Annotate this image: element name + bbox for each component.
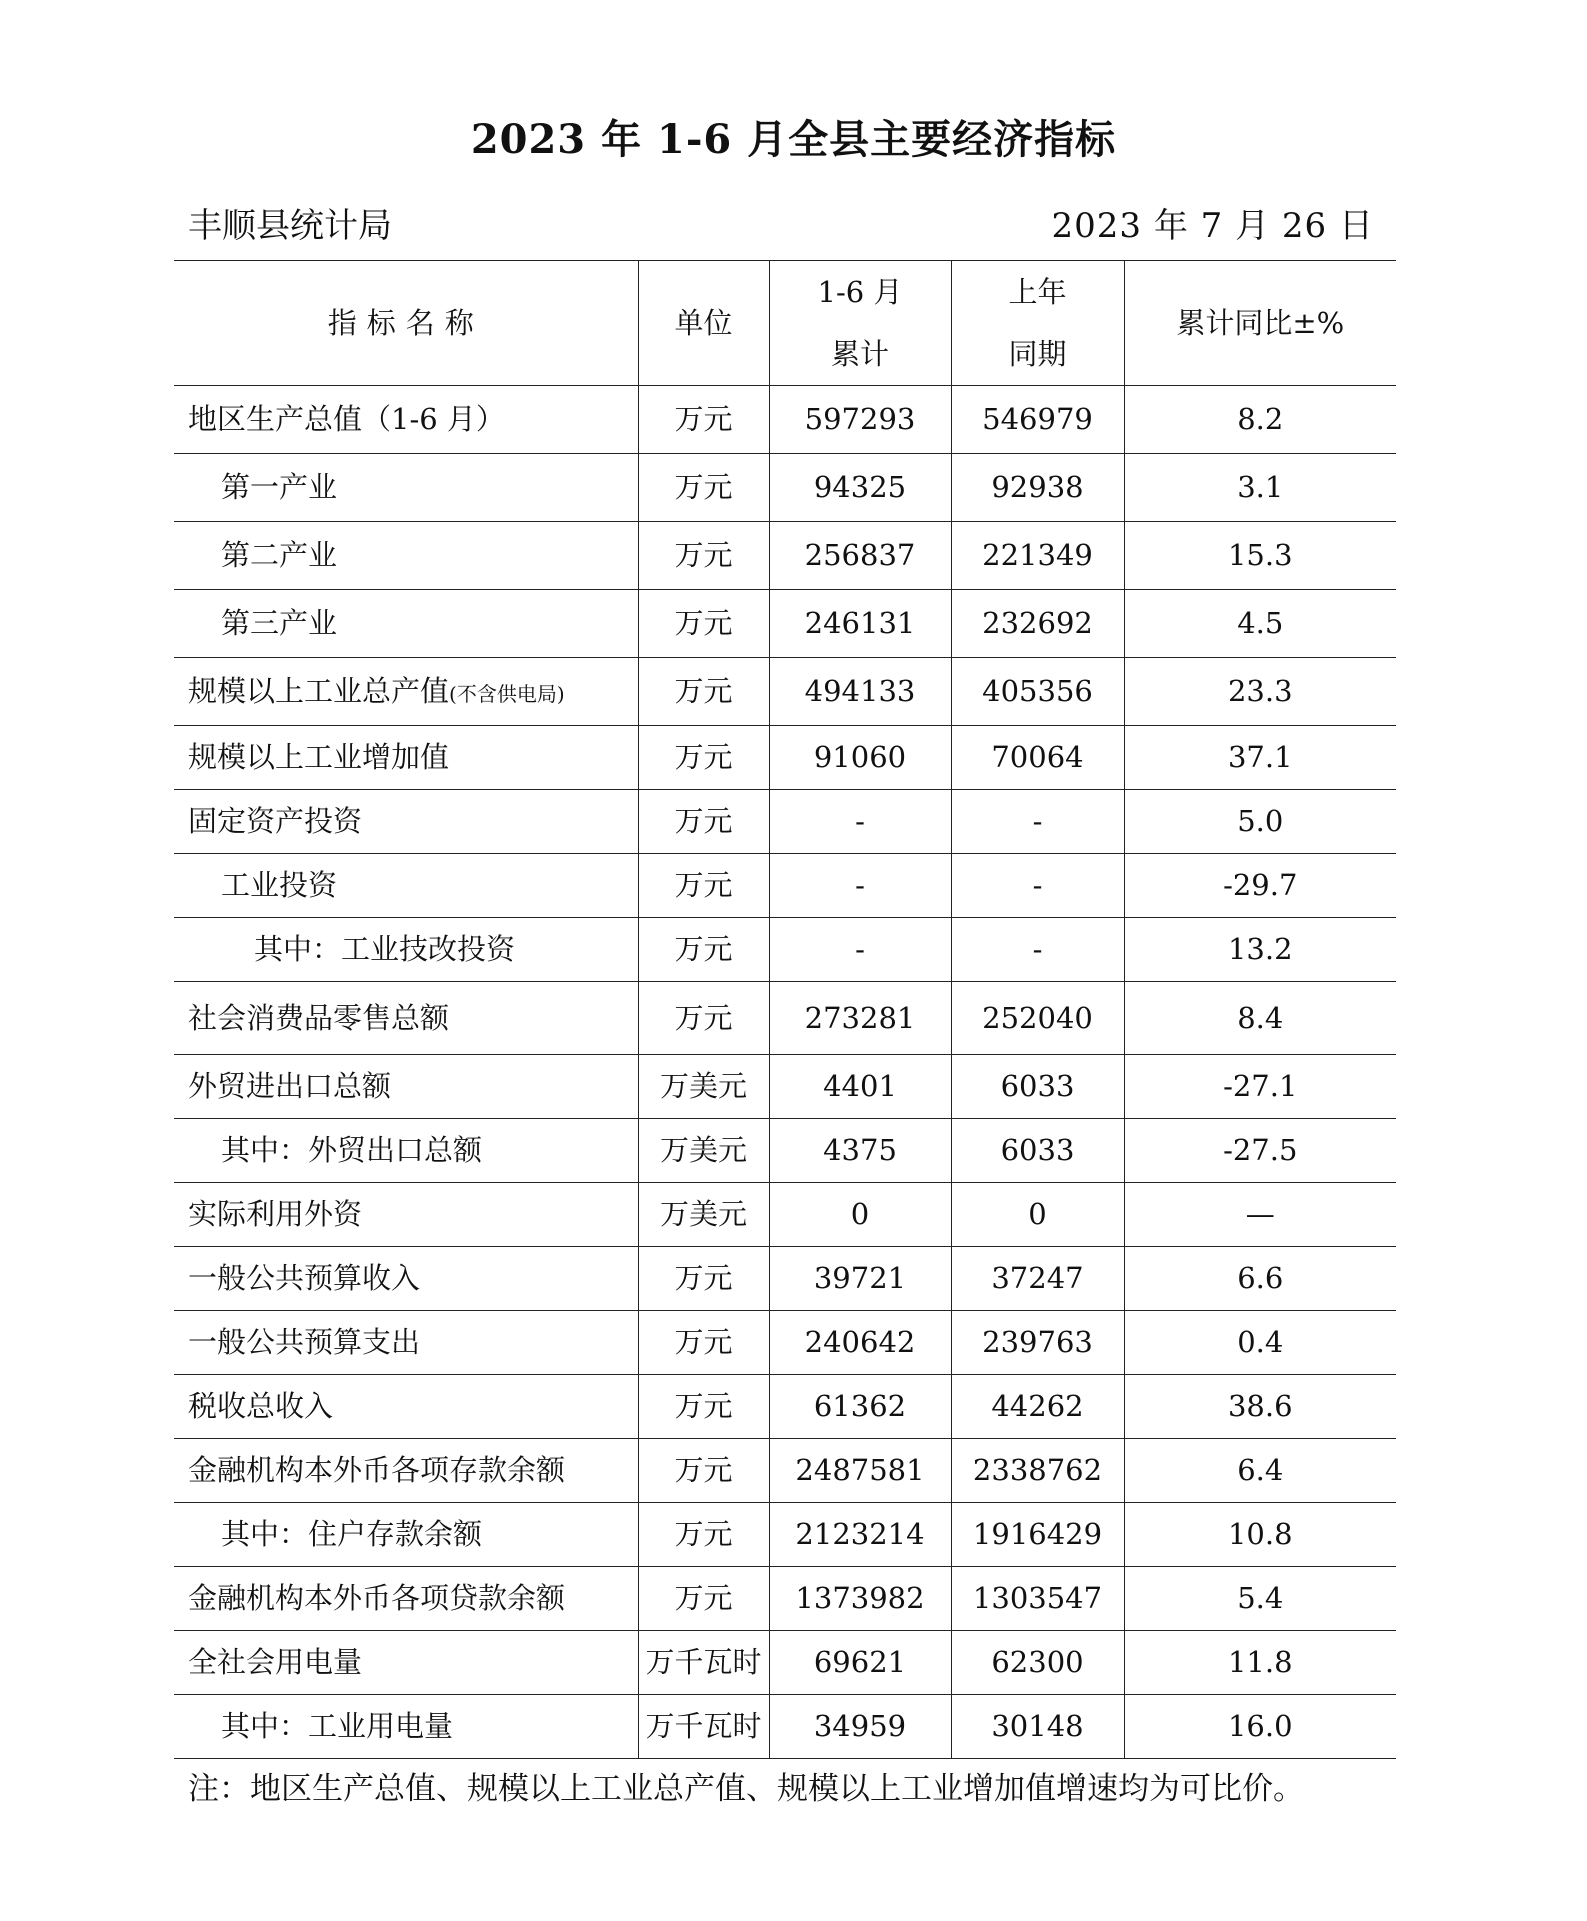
indicator-name-cell bbox=[174, 590, 638, 658]
indicator-name: 金融机构本外币各项存款余额 bbox=[188, 1453, 566, 1488]
header-prior-line2: 同期 bbox=[1008, 337, 1067, 371]
unit-cell: 万元 bbox=[638, 726, 769, 790]
indicator-name: 其中：工业技改投资 bbox=[254, 932, 516, 967]
cumulative-cell: 2123214 bbox=[769, 1503, 951, 1567]
indicator-name-cell bbox=[174, 386, 638, 454]
prior-year-cell: 0 bbox=[951, 1183, 1124, 1247]
cumulative-cell: 61362 bbox=[769, 1375, 951, 1439]
indicator-name-cell bbox=[174, 522, 638, 590]
indicator-name: 一般公共预算收入 bbox=[188, 1261, 421, 1296]
cumulative-cell: 494133 bbox=[769, 658, 951, 726]
indicator-name: 固定资产投资 bbox=[188, 804, 363, 839]
unit-cell: 万元 bbox=[638, 1247, 769, 1311]
yoy-cell: 8.4 bbox=[1124, 982, 1396, 1055]
table-row bbox=[174, 1311, 1396, 1375]
table-header-row bbox=[174, 261, 1396, 386]
cumulative-cell: 0 bbox=[769, 1183, 951, 1247]
unit-cell: 万元 bbox=[638, 658, 769, 726]
cumulative-cell: - bbox=[769, 790, 951, 854]
indicator-name: 一般公共预算支出 bbox=[188, 1325, 421, 1360]
indicator-name-cell bbox=[174, 1183, 638, 1247]
table-row bbox=[174, 1695, 1396, 1759]
indicator-name-cell bbox=[174, 982, 638, 1055]
prior-year-cell: 92938 bbox=[951, 454, 1124, 522]
unit-cell: 万千瓦时 bbox=[638, 1631, 769, 1695]
prior-year-cell: 44262 bbox=[951, 1375, 1124, 1439]
table-row bbox=[174, 454, 1396, 522]
indicators-table bbox=[174, 260, 1396, 1759]
table-row bbox=[174, 1631, 1396, 1695]
table-row bbox=[174, 1375, 1396, 1439]
yoy-cell: 6.6 bbox=[1124, 1247, 1396, 1311]
yoy-cell: 15.3 bbox=[1124, 522, 1396, 590]
prior-year-cell: 232692 bbox=[951, 590, 1124, 658]
table-row bbox=[174, 726, 1396, 790]
prior-year-cell: 252040 bbox=[951, 982, 1124, 1055]
indicator-name: 其中：外贸出口总额 bbox=[221, 1133, 483, 1168]
cumulative-cell: 4401 bbox=[769, 1055, 951, 1119]
indicator-name-cell bbox=[174, 1055, 638, 1119]
yoy-cell: 3.1 bbox=[1124, 454, 1396, 522]
indicator-name-cell bbox=[174, 726, 638, 790]
prior-year-cell: 62300 bbox=[951, 1631, 1124, 1695]
indicator-name: 实际利用外资 bbox=[188, 1197, 363, 1232]
cumulative-cell: 246131 bbox=[769, 590, 951, 658]
yoy-cell: -29.7 bbox=[1124, 854, 1396, 918]
cumulative-cell: 597293 bbox=[769, 386, 951, 454]
indicator-name: 社会消费品零售总额 bbox=[188, 1000, 450, 1035]
cumulative-cell: 1373982 bbox=[769, 1567, 951, 1631]
unit-cell: 万元 bbox=[638, 982, 769, 1055]
prior-year-cell: 1916429 bbox=[951, 1503, 1124, 1567]
indicator-name-cell bbox=[174, 1695, 638, 1759]
header-prior-line1: 上年 bbox=[1008, 275, 1067, 309]
cumulative-cell: 273281 bbox=[769, 982, 951, 1055]
header-cumulative-line2: 累计 bbox=[830, 337, 889, 371]
indicator-name-cell bbox=[174, 1439, 638, 1503]
prior-year-cell: 6033 bbox=[951, 1119, 1124, 1183]
table-row bbox=[174, 1567, 1396, 1631]
table-row bbox=[174, 1183, 1396, 1247]
table-row bbox=[174, 918, 1396, 982]
indicator-name: 规模以上工业增加值 bbox=[188, 740, 450, 775]
indicator-name: 其中：工业用电量 bbox=[221, 1709, 454, 1744]
unit-cell: 万元 bbox=[638, 1439, 769, 1503]
unit-cell: 万元 bbox=[638, 1375, 769, 1439]
cumulative-cell: - bbox=[769, 854, 951, 918]
yoy-cell: 4.5 bbox=[1124, 590, 1396, 658]
prior-year-cell: 221349 bbox=[951, 522, 1124, 590]
indicator-name-cell bbox=[174, 1503, 638, 1567]
yoy-cell: 10.8 bbox=[1124, 1503, 1396, 1567]
unit-cell: 万元 bbox=[638, 522, 769, 590]
table-row bbox=[174, 1119, 1396, 1183]
prior-year-cell: - bbox=[951, 918, 1124, 982]
indicator-name-cell bbox=[174, 1311, 638, 1375]
indicator-name-cell bbox=[174, 658, 638, 726]
yoy-cell: 0.4 bbox=[1124, 1311, 1396, 1375]
cumulative-cell: 94325 bbox=[769, 454, 951, 522]
yoy-cell: 5.4 bbox=[1124, 1567, 1396, 1631]
table-row bbox=[174, 1439, 1396, 1503]
yoy-cell: 38.6 bbox=[1124, 1375, 1396, 1439]
yoy-cell: 5.0 bbox=[1124, 790, 1396, 854]
indicator-name-cell bbox=[174, 1375, 638, 1439]
indicator-name: 第二产业 bbox=[221, 538, 338, 573]
yoy-cell: 6.4 bbox=[1124, 1439, 1396, 1503]
unit-cell: 万元 bbox=[638, 854, 769, 918]
cumulative-cell: - bbox=[769, 918, 951, 982]
indicator-name-cell bbox=[174, 1247, 638, 1311]
indicator-name: 税收总收入 bbox=[188, 1389, 334, 1424]
indicator-name: 外贸进出口总额 bbox=[188, 1069, 392, 1104]
header-unit: 单位 bbox=[638, 261, 769, 386]
table-row bbox=[174, 982, 1396, 1055]
table-row bbox=[174, 1247, 1396, 1311]
report-date: 2023 年 7 月 26 日 bbox=[1051, 206, 1374, 246]
yoy-cell: 16.0 bbox=[1124, 1695, 1396, 1759]
table-row bbox=[174, 522, 1396, 590]
prior-year-cell: 546979 bbox=[951, 386, 1124, 454]
indicator-name: 第三产业 bbox=[221, 606, 338, 641]
yoy-cell: 8.2 bbox=[1124, 386, 1396, 454]
prior-year-cell: 37247 bbox=[951, 1247, 1124, 1311]
unit-cell: 万元 bbox=[638, 790, 769, 854]
prior-year-cell: 239763 bbox=[951, 1311, 1124, 1375]
prior-year-cell: 405356 bbox=[951, 658, 1124, 726]
prior-year-cell: 6033 bbox=[951, 1055, 1124, 1119]
yoy-cell: -27.1 bbox=[1124, 1055, 1396, 1119]
table-row bbox=[174, 1055, 1396, 1119]
prior-year-cell: 70064 bbox=[951, 726, 1124, 790]
indicator-name-note: (不含供电局) bbox=[449, 682, 565, 707]
cumulative-cell: 4375 bbox=[769, 1119, 951, 1183]
unit-cell: 万千瓦时 bbox=[638, 1695, 769, 1759]
prior-year-cell: 2338762 bbox=[951, 1439, 1124, 1503]
yoy-cell: — bbox=[1124, 1183, 1396, 1247]
unit-cell: 万元 bbox=[638, 590, 769, 658]
indicator-name-cell bbox=[174, 918, 638, 982]
cumulative-cell: 91060 bbox=[769, 726, 951, 790]
header-yoy: 累计同比±% bbox=[1124, 261, 1396, 386]
indicator-name: 地区生产总值（1-6 月） bbox=[188, 402, 505, 437]
yoy-cell: 11.8 bbox=[1124, 1631, 1396, 1695]
unit-cell: 万元 bbox=[638, 454, 769, 522]
unit-cell: 万美元 bbox=[638, 1183, 769, 1247]
indicator-name: 工业投资 bbox=[221, 868, 338, 903]
indicator-name: 金融机构本外币各项贷款余额 bbox=[188, 1581, 566, 1616]
indicator-name-cell bbox=[174, 454, 638, 522]
yoy-cell: 13.2 bbox=[1124, 918, 1396, 982]
indicator-name: 规模以上工业总产值 bbox=[188, 674, 450, 709]
cumulative-cell: 240642 bbox=[769, 1311, 951, 1375]
footnote: 注：地区生产总值、规模以上工业总产值、规模以上工业增加值增速均为可比价。 bbox=[188, 1771, 1304, 1807]
indicator-name: 其中：住户存款余额 bbox=[221, 1517, 483, 1552]
yoy-cell: 37.1 bbox=[1124, 726, 1396, 790]
unit-cell: 万元 bbox=[638, 1567, 769, 1631]
unit-cell: 万元 bbox=[638, 1503, 769, 1567]
prior-year-cell: - bbox=[951, 854, 1124, 918]
unit-cell: 万元 bbox=[638, 386, 769, 454]
indicator-name-cell bbox=[174, 790, 638, 854]
prior-year-cell: 1303547 bbox=[951, 1567, 1124, 1631]
header-cumulative bbox=[769, 261, 951, 386]
header-prior-year bbox=[951, 261, 1124, 386]
indicator-name: 第一产业 bbox=[221, 470, 338, 505]
cumulative-cell: 256837 bbox=[769, 522, 951, 590]
table-row bbox=[174, 590, 1396, 658]
table-row bbox=[174, 658, 1396, 726]
cumulative-cell: 2487581 bbox=[769, 1439, 951, 1503]
cumulative-cell: 34959 bbox=[769, 1695, 951, 1759]
yoy-cell: -27.5 bbox=[1124, 1119, 1396, 1183]
issuing-organization: 丰顺县统计局 bbox=[188, 206, 392, 246]
indicator-name-cell bbox=[174, 1567, 638, 1631]
indicator-name: 全社会用电量 bbox=[188, 1645, 363, 1680]
table-row bbox=[174, 854, 1396, 918]
prior-year-cell: 30148 bbox=[951, 1695, 1124, 1759]
cumulative-cell: 39721 bbox=[769, 1247, 951, 1311]
header-indicator-name: 指标名称 bbox=[174, 261, 638, 386]
header-cumulative-line1: 1-6 月 bbox=[817, 275, 903, 309]
unit-cell: 万美元 bbox=[638, 1119, 769, 1183]
yoy-cell: 23.3 bbox=[1124, 658, 1396, 726]
page-title: 2023 年 1-6 月全县主要经济指标 bbox=[470, 116, 1117, 163]
indicator-name-cell bbox=[174, 1631, 638, 1695]
cumulative-cell: 69621 bbox=[769, 1631, 951, 1695]
table-row bbox=[174, 386, 1396, 454]
indicator-name-cell bbox=[174, 1119, 638, 1183]
table-row bbox=[174, 790, 1396, 854]
table-row bbox=[174, 1503, 1396, 1567]
prior-year-cell: - bbox=[951, 790, 1124, 854]
unit-cell: 万元 bbox=[638, 918, 769, 982]
indicator-name-cell bbox=[174, 854, 638, 918]
unit-cell: 万元 bbox=[638, 1311, 769, 1375]
unit-cell: 万美元 bbox=[638, 1055, 769, 1119]
